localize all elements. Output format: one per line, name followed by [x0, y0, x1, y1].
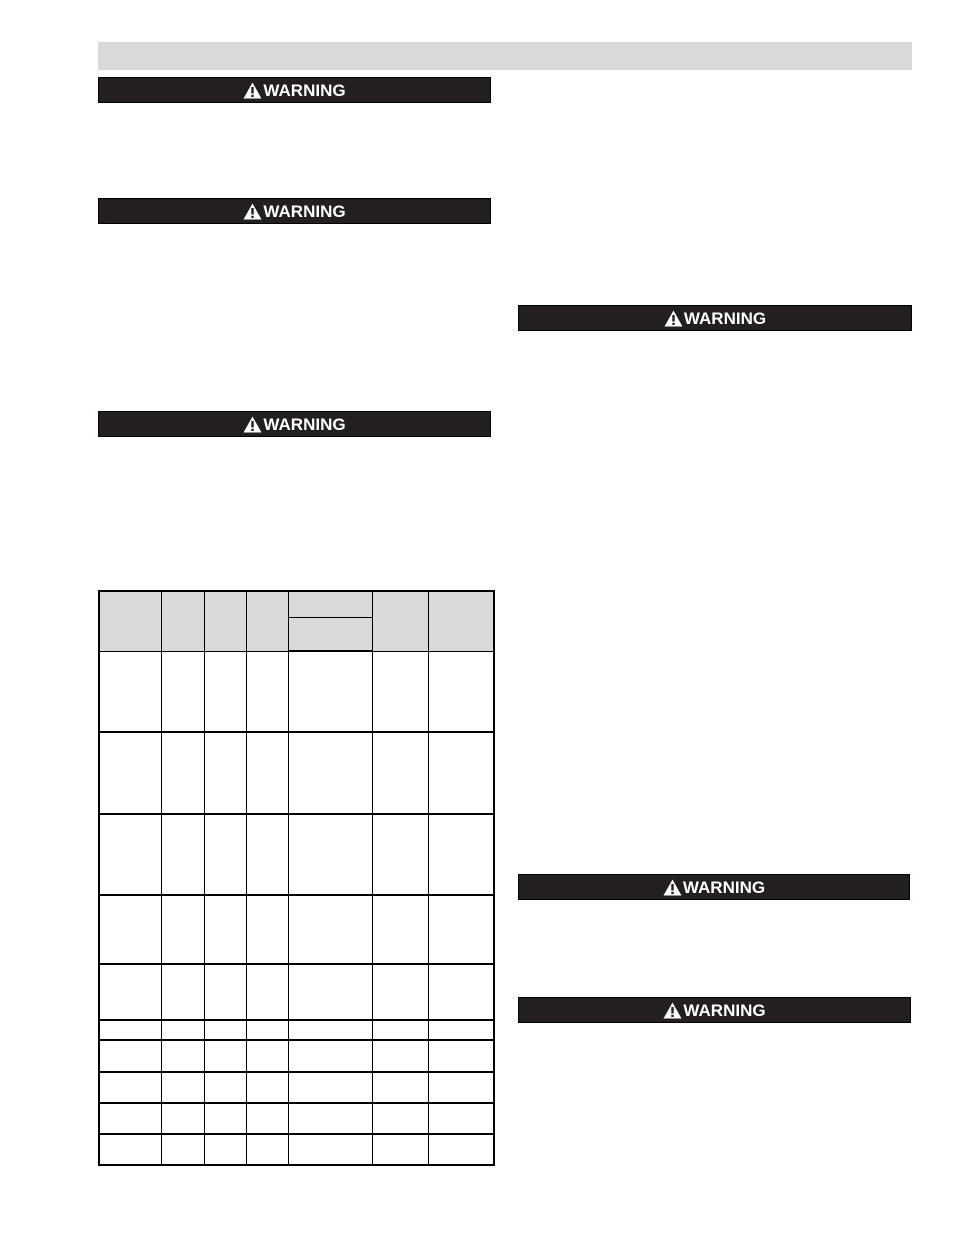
warning-banner-2: [98, 198, 491, 224]
warning-label: WARNING: [682, 877, 766, 897]
table-row: [99, 1040, 494, 1072]
table-header-cell: [428, 591, 494, 651]
warning-label: WARNING: [683, 1000, 766, 1020]
warning-triangle-icon: [663, 1002, 682, 1019]
warning-banner-1: [98, 77, 491, 103]
table-row: [99, 732, 494, 813]
warning-banner-5: [518, 874, 910, 900]
table-row: [99, 814, 494, 895]
table-header-cell: [161, 591, 204, 651]
table-row: [99, 964, 494, 1020]
table-row: [99, 1103, 494, 1134]
table-header-cell: [99, 591, 161, 651]
table-header-cell: [372, 591, 428, 651]
warning-triangle-icon: [663, 879, 682, 896]
table-row: [99, 1134, 494, 1165]
warning-label: WARNING: [263, 80, 346, 100]
table-row: [99, 651, 494, 732]
warning-triangle-icon: [243, 416, 262, 433]
warning-triangle-icon: [243, 203, 262, 220]
table-header-cell: [246, 591, 288, 651]
warning-banner-3: [98, 411, 491, 437]
table-header-cell: [288, 617, 372, 651]
table-header-row: [99, 591, 494, 617]
warning-triangle-icon: [243, 82, 262, 99]
warning-triangle-icon: [664, 310, 683, 327]
section-header-bar: [98, 42, 912, 70]
warning-banner-6: [518, 997, 911, 1023]
table-header-cell: [288, 591, 372, 617]
specification-table: [98, 590, 495, 1166]
warning-label: WARNING: [263, 201, 346, 221]
table-row: [99, 1072, 494, 1103]
warning-banner-4: [518, 305, 912, 331]
warning-label: WARNING: [683, 308, 767, 328]
table-row: [99, 1020, 494, 1039]
table-row: [99, 895, 494, 964]
warning-label: WARNING: [263, 414, 346, 434]
table-header-cell: [204, 591, 246, 651]
